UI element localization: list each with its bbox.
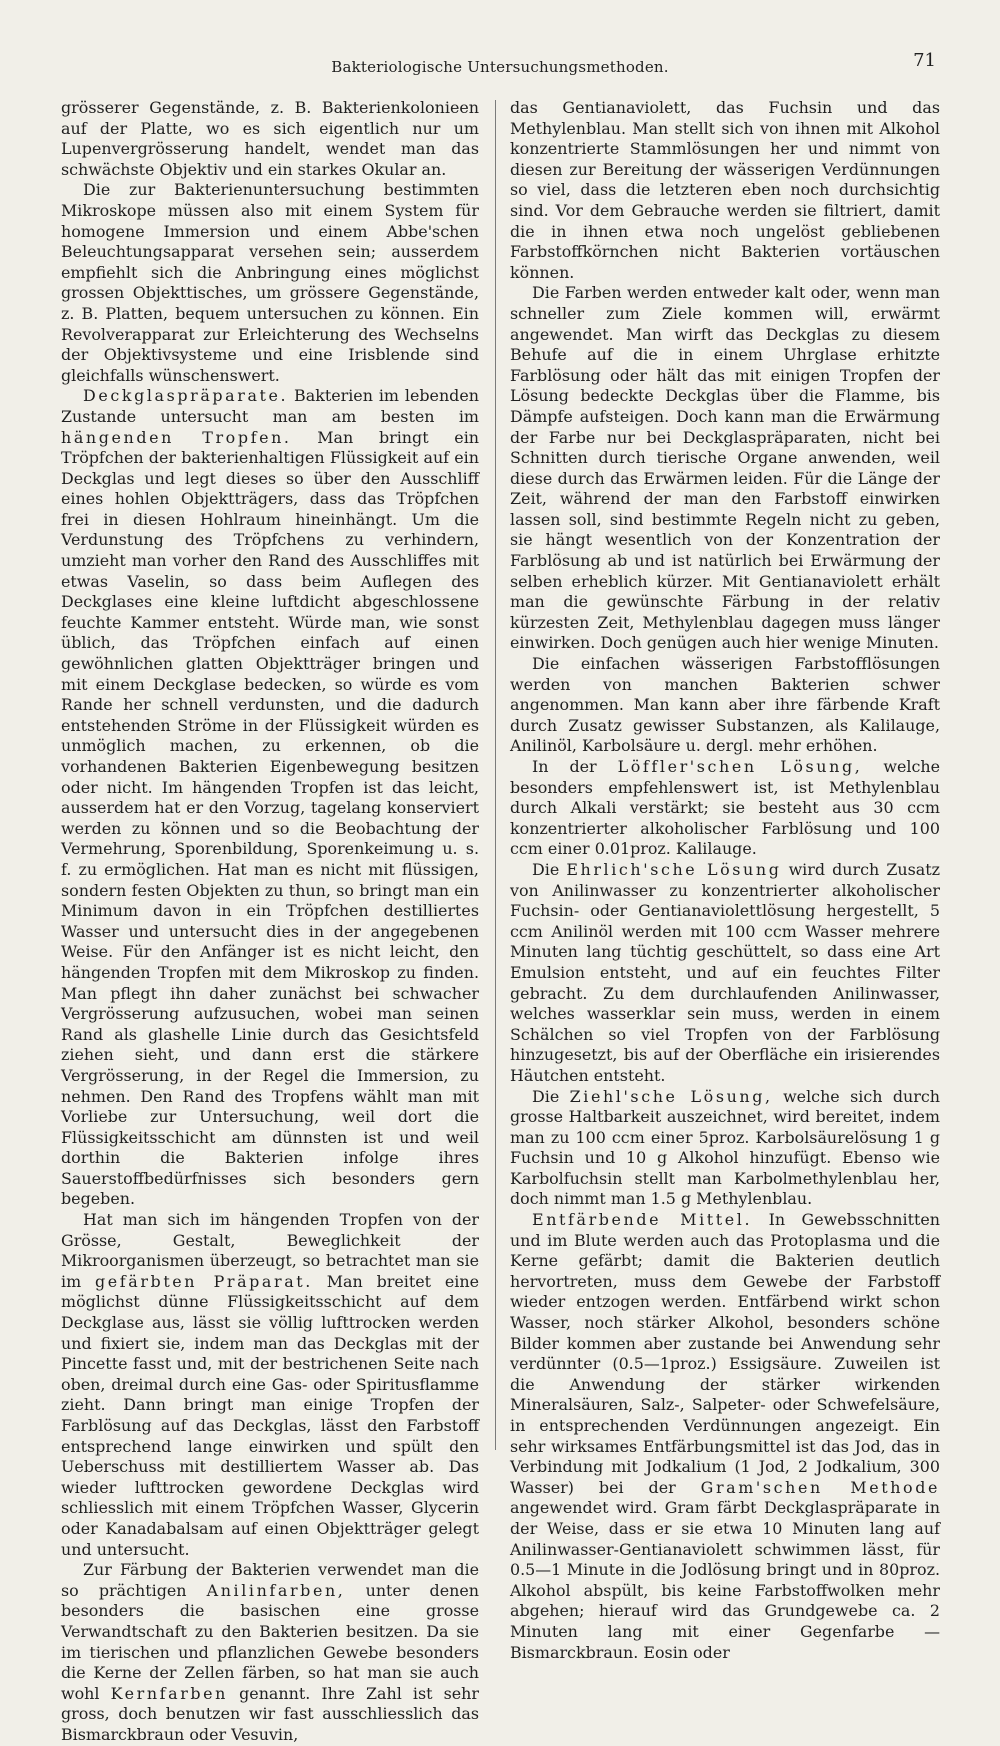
text-run: welche sich durch grosse Haltbarkeit auszeichnet, wird bereitet, indem man zu 100 ccm einer 5proz. Karbolsäurelösung 1 g Fuchsin und 10 g Alkohol hinzufügt. Ebenso wie Karbolfuchsin stellt man Karbolmethylenblau her, doch nimmt man 1.5 g Methylenblau. <box>510 1086 940 1209</box>
text-run: Hat man sich im hängenden Tropfen von der Grösse, Gestalt, Beweglichkeit der Mikroorganismen überzeugt, so betrachtet man sie im <box>61 1210 479 1291</box>
spaced-term: Deckglaspräparate. <box>83 386 289 406</box>
text-run: Man breitet eine möglichst dünne Flüssigkeitsschicht auf dem Deckglase aus, lässt sie völlig lufttrocken werden und fixiert sie, indem man das Deckglas mit der Pincette fasst und, mit der bestrichenen Seite nach oben, dreimal durch eine Gas- oder Spiritusflamme zieht. Dann bringt man einige Tropfen der Farblösung auf das Deckglas, lässt den Farbstoff entsprechend lange einwirken und spült den Ueberschuss mit destilliertem Wasser ab. Das wieder lufttrocken gewordene Deckglas wird schliesslich mit einem Tröpfchen Wasser, Glycerin oder Kanadabalsam auf einen Objektträger gelegt und untersucht. <box>61 1271 480 1559</box>
spaced-term: Anilinfarben, <box>206 1580 346 1600</box>
paragraph: Die einfachen wässerigen Farbstofflösungen werden von manchen Bakterien schwer angenommen. Man kann aber ihre färbende Kraft durch Zusatz gewisser Substanzen, als Kalilauge, Anilinöl, Karbolsäure u. dergl. mehr erhöhen. <box>510 654 940 756</box>
text-run: In Gewebsschnitten und im Blute werden auch das Protoplasma und die Kerne gefärbt; damit die Bakterien deutlich hervortreten, muss dem Gewebe der Farbstoff wieder entzogen werden. Entfärbend wirkt schon Wasser, noch stärker Alkohol, besonders schöne Bilder kommen aber zustande bei Anwendung sehr verdünnter (0.5—1proz.) Essigsäure. Zuweilen ist die Anwendung der stärker wirkenden Mineralsäuren, Salz-, Salpeter- oder Schwefelsäure, in entsprechenden Verdünnungen angezeigt. Ein sehr wirksames Entfärbungsmittel ist das Jod, das in Verbindung mit Jodkalium (1 Jod, 2 Jodkalium, 300 Wasser) bei der <box>510 1210 940 1497</box>
spaced-term: Ehrlich'sche Lösung <box>566 859 782 879</box>
spaced-term: gefärbten Präparat. <box>95 1271 313 1291</box>
right-column <box>510 98 940 1663</box>
text-run: Die <box>532 859 567 879</box>
paragraph <box>61 1560 479 1745</box>
spaced-term: Löffler'schen Lösung, <box>617 757 863 776</box>
paragraph: Die zur Bakterienuntersuchung bestimmten Mikroskope müssen also mit einem System für homogene Immersion und einem Abbe'schen Beleuchtungsapparat versehen sein; ausserdem empfiehlt sich die Anbringung eines möglichst grossen Objekttisches, um grössere Gegenstände, z. B. Platten, bequem untersuchen zu können. Ein Revolverapparat zur Erleichterung des Wechselns der Objektivsysteme und eine Irisblende sind gleichfalls wünschenswert. <box>61 180 479 385</box>
paragraph: grösserer Gegenstände, z. B. Bakterienkolonieen auf der Platte, wo es sich eigentlich nur um Lupenvergrösserung handelt, wendet man das schwächste Objektiv und ein starkes Okular an. <box>61 98 479 179</box>
text-run: unter denen besonders die basischen eine grosse Verwandtschaft zu den Bakterien besitzen. Da sie im tierischen und pflanzlichen Gewebe besonders die Kerne der Zellen färben, so hat man sie auch wohl <box>61 1580 480 1703</box>
paragraph: das Gentianaviolett, das Fuchsin und das Methylenblau. Man stellt sich von ihnen mit Alkohol konzentrierte Stammlösungen her und nimmt von diesen zur Bereitung der wässerigen Verdünnungen so viel, dass die letzteren eben noch durchsichtig sind. Vor dem Gebrauche werden sie filtriert, damit die in ihnen etwa noch ungelöst gebliebenen Farbstoffkörnchen nicht Bakterien vortäuschen können. <box>510 98 940 282</box>
paragraph: Die Farben werden entweder kalt oder, wenn man schneller zum Ziele kommen will, erwärmt angewendet. Man wirft das Deckglas zu diesem Behufe auf die in einem Uhrglase erhitzte Farblösung oder hält das mit einigen Tropfen der Lösung bedeckte Deckglas über die Flamme, bis Dämpfe aufsteigen. Doch kann man die Erwärmung der Farbe nur bei Deckglaspräparaten, nicht bei Schnitten durch tierische Organe anwenden, weil diese durch das Erwärmen leiden. Für die Länge der Zeit, während der man den Farbstoff einwirken lassen soll, sind bestimmte Regeln nicht zu geben, sie hängt wesentlich von der Konzentration der Farblösung ab und ist natürlich bei Erwärmung der selben erheblich kürzer. Mit Gentianaviolett erhält man die gewünschte Färbung in der relativ kürzesten Zeit, Methylenblau dagegen muss länger einwirken. Doch genügen auch hier wenige Minuten. <box>510 283 940 653</box>
text-run: In der <box>532 757 618 776</box>
text-run: angewendet wird. Gram färbt Deckglaspräparate in der Weise, dass er sie etwa 10 Minuten lang auf Anilinwasser-Gentianaviolett schwimmen lässt, für 0.5—1 Minute in die Jodlösung bringt und in 80proz. Alkohol abspült, bis keine Farbstoffwolken mehr abgehen; hierauf wird das Grundgewebe ca. 2 Minuten lang mit einer Gegenfarbe — Bismarckbraun. Eosin oder <box>510 1498 940 1662</box>
spaced-term: Entfärbende Mittel. <box>532 1210 753 1230</box>
text-run: Man bringt ein Tröpfchen der bakterienhaltigen Flüssigkeit auf ein Deckglas und legt dieses so über den Ausschliff eines hohlen Objektträgers, dass das Tröpfchen frei in diesen Hohlraum hineinhängt. Um die Verdunstung des Tröpfchens zu verhindern, umzieht man vorher den Rand des Ausschliffes mit etwas Vaselin, so dass beim Auflegen des Deckglases eine kleine luftdicht abgeschlossene feuchte Kammer entsteht. Würde man, wie sonst üblich, das Tröpfchen einfach auf einen gewöhnlichen glatten Objektträger bringen und mit einem Deckglase bedecken, so würde es vom Rande her schnell verdunsten, und die dadurch entstehenden Ströme in der Flüssigkeit würden es unmöglich machen, zu erkennen, ob die vorhandenen Bakterien Eigenbewegung besitzen oder nicht. Im hängenden Tropfen ist das leicht, ausserdem hat er den Vorzug, tagelang konserviert werden zu können und so die Beobachtung der Vermehrung, Sporenbildung, Sporenkeimung u. s. f. zu ermöglichen. Hat man es nicht mit flüssigen, sondern festen Objekten zu thun, so bringt man ein Minimum davon in ein Tröpfchen destilliertes Wasser und untersucht dies in der angegebenen Weise. Für den Anfänger ist es nicht leicht, den hängenden Tropfen mit dem Mikroskop zu finden. Man pflegt ihn daher zunächst bei schwacher Vergrösserung aufzusuchen, wobei man seinen Rand als glashelle Linie durch das Gesichtsfeld ziehen sieht, und dann erst die stärkere Vergrösserung, in der Regel die Immersion, zu nehmen. Den Rand des Tropfens wählt man mit Vorliebe zur Untersuchung, weil dort die Flüssigkeitsschicht am dünnsten ist und weil dorthin die Bakterien infolge ihres Sauerstoffbedürfnisses sich besonders gern begeben. <box>61 427 480 1209</box>
paragraph <box>61 1210 479 1560</box>
spaced-term: Gram'schen Methode <box>700 1477 941 1497</box>
paragraph <box>61 386 479 1210</box>
paragraph <box>510 1210 940 1663</box>
left-column <box>61 98 479 1746</box>
text-run: wird durch Zusatz von Anilinwasser zu konzentrierter alkoholischer Fuchsin- oder Gentianaviolettlösung hergestellt, 5 ccm Anilinöl werden mit 100 ccm Wasser mehrere Minuten lang tüchtig geschüttelt, so dass eine Art Emulsion entsteht, und auf ein feuchtes Filter gebracht. Zu dem durchlaufenden Anilinwasser, welches wasserklar sein muss, werden in einem Schälchen so viel Tropfen von der Farblösung hinzugesetzt, bis auf der Oberfläche ein irisierendes Häutchen entsteht. <box>510 859 940 1085</box>
text-run: welche besonders empfehlenswert ist, ist Methylenblau durch Alkali verstärkt; sie besteht aus 30 ccm konzentrierter alkoholischer Farblösung und 100 ccm einer 0.01proz. Kalilauge. <box>510 757 940 859</box>
page-header <box>60 50 940 80</box>
running-title: Bakteriologische Untersuchungsmethoden. <box>331 58 669 76</box>
paragraph <box>510 757 940 860</box>
spaced-term: Kernfarben <box>110 1683 229 1703</box>
text-run: Bakterien im lebenden Zustande untersucht man am besten im <box>61 386 479 426</box>
paragraph <box>510 1087 940 1211</box>
spaced-term: hängenden Tropfen. <box>61 427 292 447</box>
text-run: genannt. Ihre Zahl ist sehr gross, doch benutzen wir fast ausschliesslich das Bismarckbraun oder Vesuvin, <box>61 1683 479 1744</box>
text-run: Die <box>532 1086 570 1106</box>
text-run: Zur Färbung der Bakterien verwendet man die so prächtigen <box>61 1560 479 1600</box>
page-number: 71 <box>913 50 936 71</box>
paragraph <box>510 860 940 1087</box>
spaced-term: Ziehl'sche Lösung, <box>569 1086 773 1106</box>
column-divider <box>495 100 496 1450</box>
